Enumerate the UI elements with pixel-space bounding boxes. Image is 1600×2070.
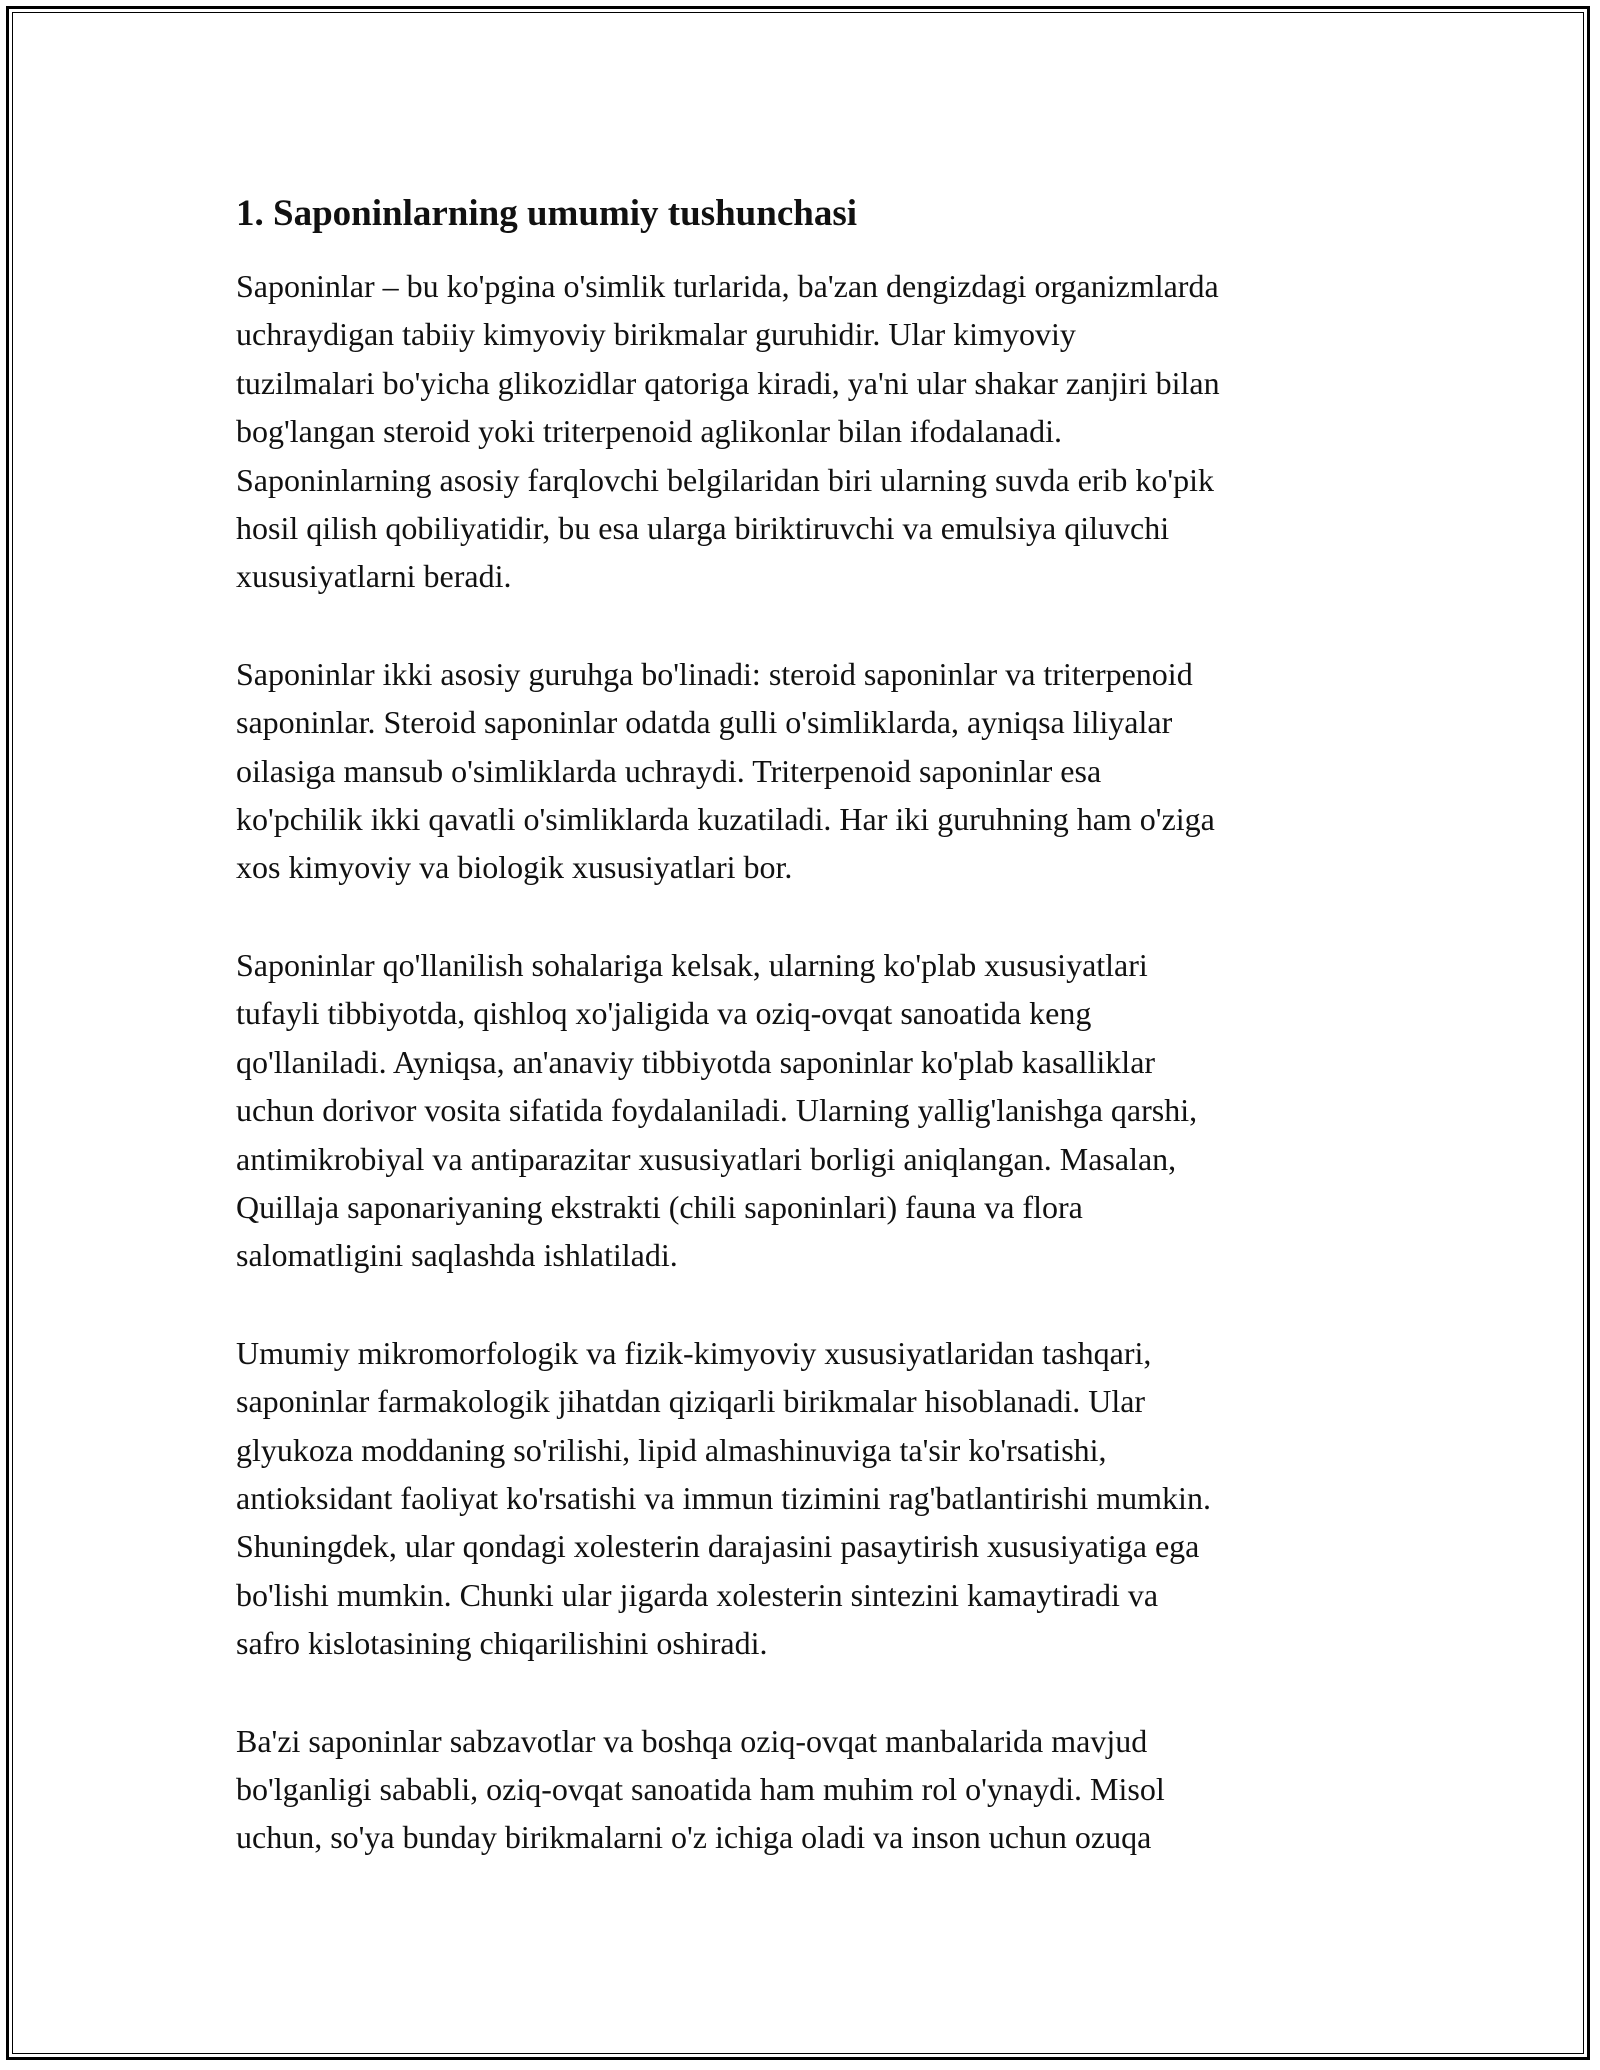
paragraph-line: bo'lganligi sababli, oziq-ovqat sanoatida ham muhim rol o'ynaydi. Misol bbox=[236, 1770, 1165, 1807]
paragraph-line: salomatligini saqlashda ishlatiladi. bbox=[236, 1237, 678, 1274]
document-body bbox=[236, 186, 1386, 1862]
paragraph-line: Saponinlar – bu ko'pgina o'simlik turlarida, ba'zan dengizdagi organizmlarda bbox=[236, 268, 1219, 304]
paragraph-line: saponinlar farmakologik jihatdan qiziqarli birikmalar hisoblanadi. Ular bbox=[236, 1383, 1146, 1420]
paragraph-1 bbox=[236, 262, 1386, 601]
paragraph-line: uchraydigan tabiiy kimyoviy birikmalar guruhidir. Ular kimyoviy bbox=[236, 316, 1076, 353]
paragraph-line: xos kimyoviy va biologik xususiyatlari bor. bbox=[236, 849, 793, 886]
paragraph-line: Ba'zi saponinlar sabzavotlar va boshqa oziq-ovqat manbalarida mavjud bbox=[236, 1722, 1148, 1759]
paragraph-line: Umumiy mikromorfologik va fizik-kimyoviy xususiyatlaridan tashqari, bbox=[236, 1334, 1152, 1371]
paragraph-line: uchun, so'ya bunday birikmalarni o'z ichiga oladi va inson uchun ozuqa bbox=[236, 1819, 1152, 1856]
paragraph-3 bbox=[236, 941, 1386, 1280]
paragraph-line: saponinlar. Steroid saponinlar odatda gulli o'simliklarda, ayniqsa liliyalar bbox=[236, 704, 1173, 741]
paragraph-line: qo'llaniladi. Ayniqsa, an'anaviy tibbiyotda saponinlar ko'plab kasalliklar bbox=[236, 1043, 1156, 1080]
paragraph-line: tufayli tibbiyotda, qishloq xo'jaligida va oziq-ovqat sanoatida keng bbox=[236, 995, 1092, 1032]
paragraph-line: glyukoza moddaning so'rilishi, lipid almashinuviga ta'sir ko'rsatishi, bbox=[236, 1431, 1107, 1468]
paragraphs bbox=[236, 262, 1386, 1862]
paragraph-line: Saponinlar qo'llanilish sohalariga kelsak, ularning ko'plab xususiyatlari bbox=[236, 946, 1148, 983]
section-heading: 1. Saponinlarning umumiy tushunchasi bbox=[236, 193, 858, 234]
paragraph-line: hosil qilish qobiliyatidir, bu esa ularga biriktiruvchi va emulsiya qiluvchi bbox=[236, 510, 1170, 547]
paragraph-line: antimikrobiyal va antiparazitar xususiyatlari borligi aniqlangan. Masalan, bbox=[236, 1140, 1177, 1177]
paragraph-line: Quillaja saponariyaning ekstrakti (chili saponinlari) fauna va flora bbox=[236, 1188, 1083, 1225]
paragraph-line: antioksidant faoliyat ko'rsatishi va immun tizimini rag'batlantirishi mumkin. bbox=[236, 1479, 1211, 1516]
paragraph-line: uchun dorivor vosita sifatida foydalaniladi. Ularning yallig'lanishga qarshi, bbox=[236, 1092, 1198, 1129]
paragraph-line: Saponinlar ikki asosiy guruhga bo'linadi: steroid saponinlar va triterpenoid bbox=[236, 655, 1193, 692]
paragraph-line: ko'pchilik ikki qavatli o'simliklarda kuzatiladi. Har iki guruhning ham o'ziga bbox=[236, 801, 1215, 838]
paragraph-5 bbox=[236, 1717, 1386, 1862]
paragraph-2 bbox=[236, 650, 1386, 892]
paragraph-line: safro kislotasining chiqarilishini oshiradi. bbox=[236, 1625, 768, 1662]
paragraph-4 bbox=[236, 1329, 1386, 1668]
paragraph-line: bo'lishi mumkin. Chunki ular jigarda xolesterin sintezini kamaytiradi va bbox=[236, 1576, 1159, 1613]
paragraph-line: oilasiga mansub o'simliklarda uchraydi. Triterpenoid saponinlar esa bbox=[236, 752, 1102, 789]
paragraph-line: tuzilmalari bo'yicha glikozidlar qatoriga kiradi, ya'ni ular shakar zanjiri bilan bbox=[236, 364, 1220, 401]
paragraph-line: bog'langan steroid yoki triterpenoid aglikonlar bilan ifodalanadi. bbox=[236, 413, 1062, 450]
paragraph-line: Shuningdek, ular qondagi xolesterin darajasini pasaytirish xususiyatiga ega bbox=[236, 1528, 1200, 1565]
paragraph-line: Saponinlarning asosiy farqlovchi belgilaridan biri ularning suvda erib ko'pik bbox=[236, 461, 1214, 498]
paragraph-line: xususiyatlarni beradi. bbox=[236, 558, 512, 595]
